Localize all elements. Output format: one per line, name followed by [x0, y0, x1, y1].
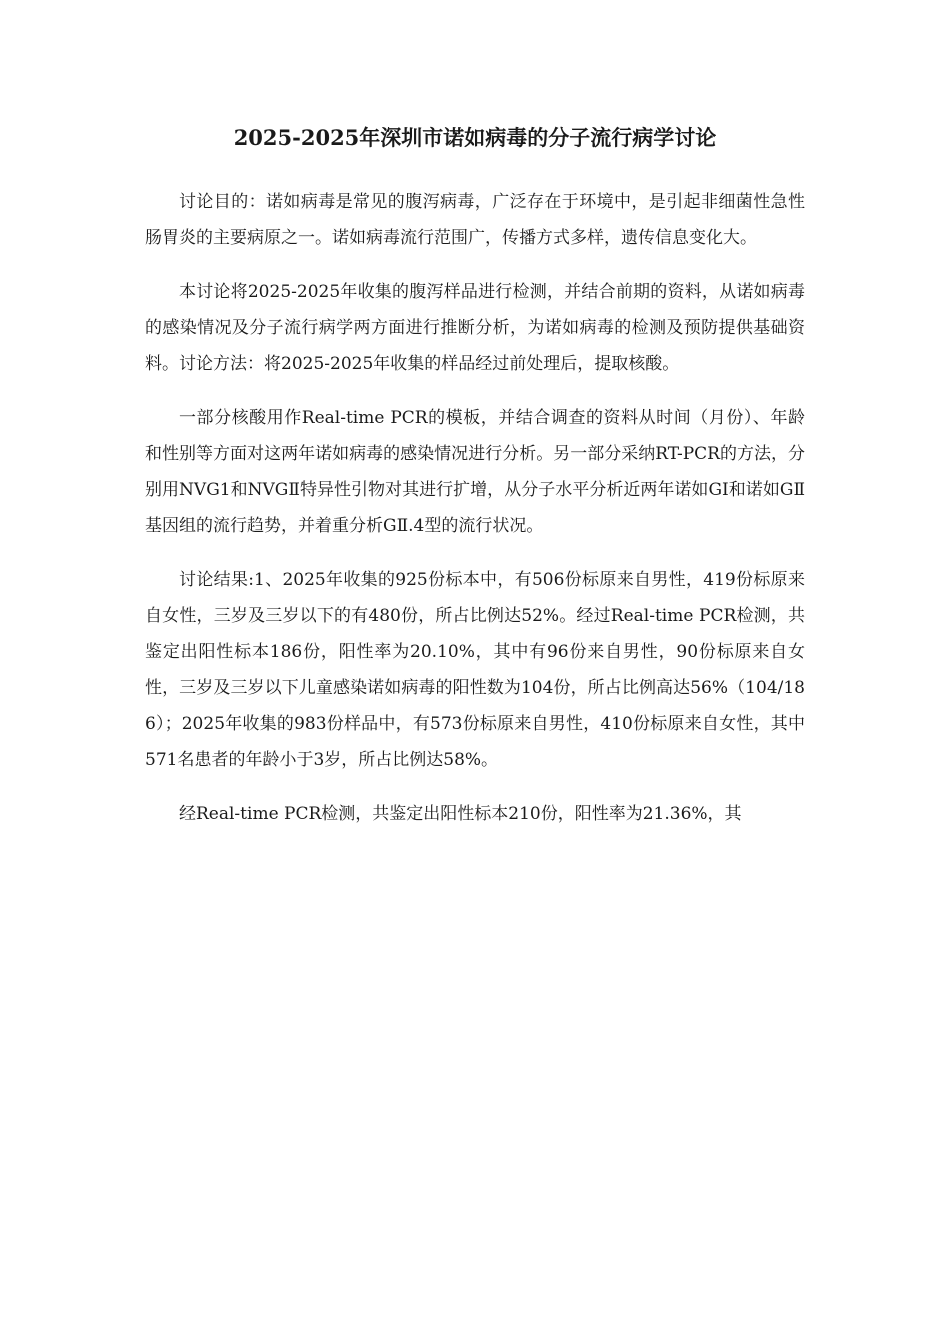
- paragraph-purpose: 讨论目的：诺如病毒是常见的腹泻病毒，广泛存在于环境中，是引起非细菌性急性肠胃炎的主要病原之一。诺如病毒流行范围广，传播方式多样，遗传信息变化大。: [145, 192, 805, 248]
- document-body: [145, 184, 805, 850]
- paragraph-results: 讨论结果:1、2025年收集的925份标本中，有506份标原来自男性，419份标原来自女性，三岁及三岁以下的有480份，所占比例达52%。经过Real-time PCR检测，共鉴定出阳性标本186份，阳性率为20.10%，其中有96份来自男性，90份标原来自女性，三岁及三岁以下儿童感染诺如病毒的阳性数为104份，所占比例高达56%（104/186）；2025年收集的983份样品中，有573份标原来自男性，410份标原来自女性，其中571名患者的年龄小于3岁，所占比例达58%。: [145, 570, 805, 770]
- paragraph-pcr: 一部分核酸用作Real-time PCR的模板，并结合调查的资料从时间（月份）、年龄和性别等方面对这两年诺如病毒的感染情况进行分析。另一部分采纳RT-PCR的方法，分别用NVG1和NVGⅡ特异性引物对其进行扩增，从分子水平分析近两年诺如GⅠ和诺如GⅡ基因组的流行趋势，并着重分析GⅡ.4型的流行状况。: [145, 408, 805, 536]
- document-title: 2025-2025年深圳市诺如病毒的分子流行病学讨论: [233, 125, 717, 150]
- paragraph-results-continued: 经Real-time PCR检测，共鉴定出阳性标本210份，阳性率为21.36%，其: [179, 804, 742, 824]
- paragraph-methods: 本讨论将2025-2025年收集的腹泻样品进行检测，并结合前期的资料，从诺如病毒的感染情况及分子流行病学两方面进行推断分析，为诺如病毒的检测及预防提供基础资料。讨论方法：将2025-2025年收集的样品经过前处理后，提取核酸。: [145, 282, 805, 374]
